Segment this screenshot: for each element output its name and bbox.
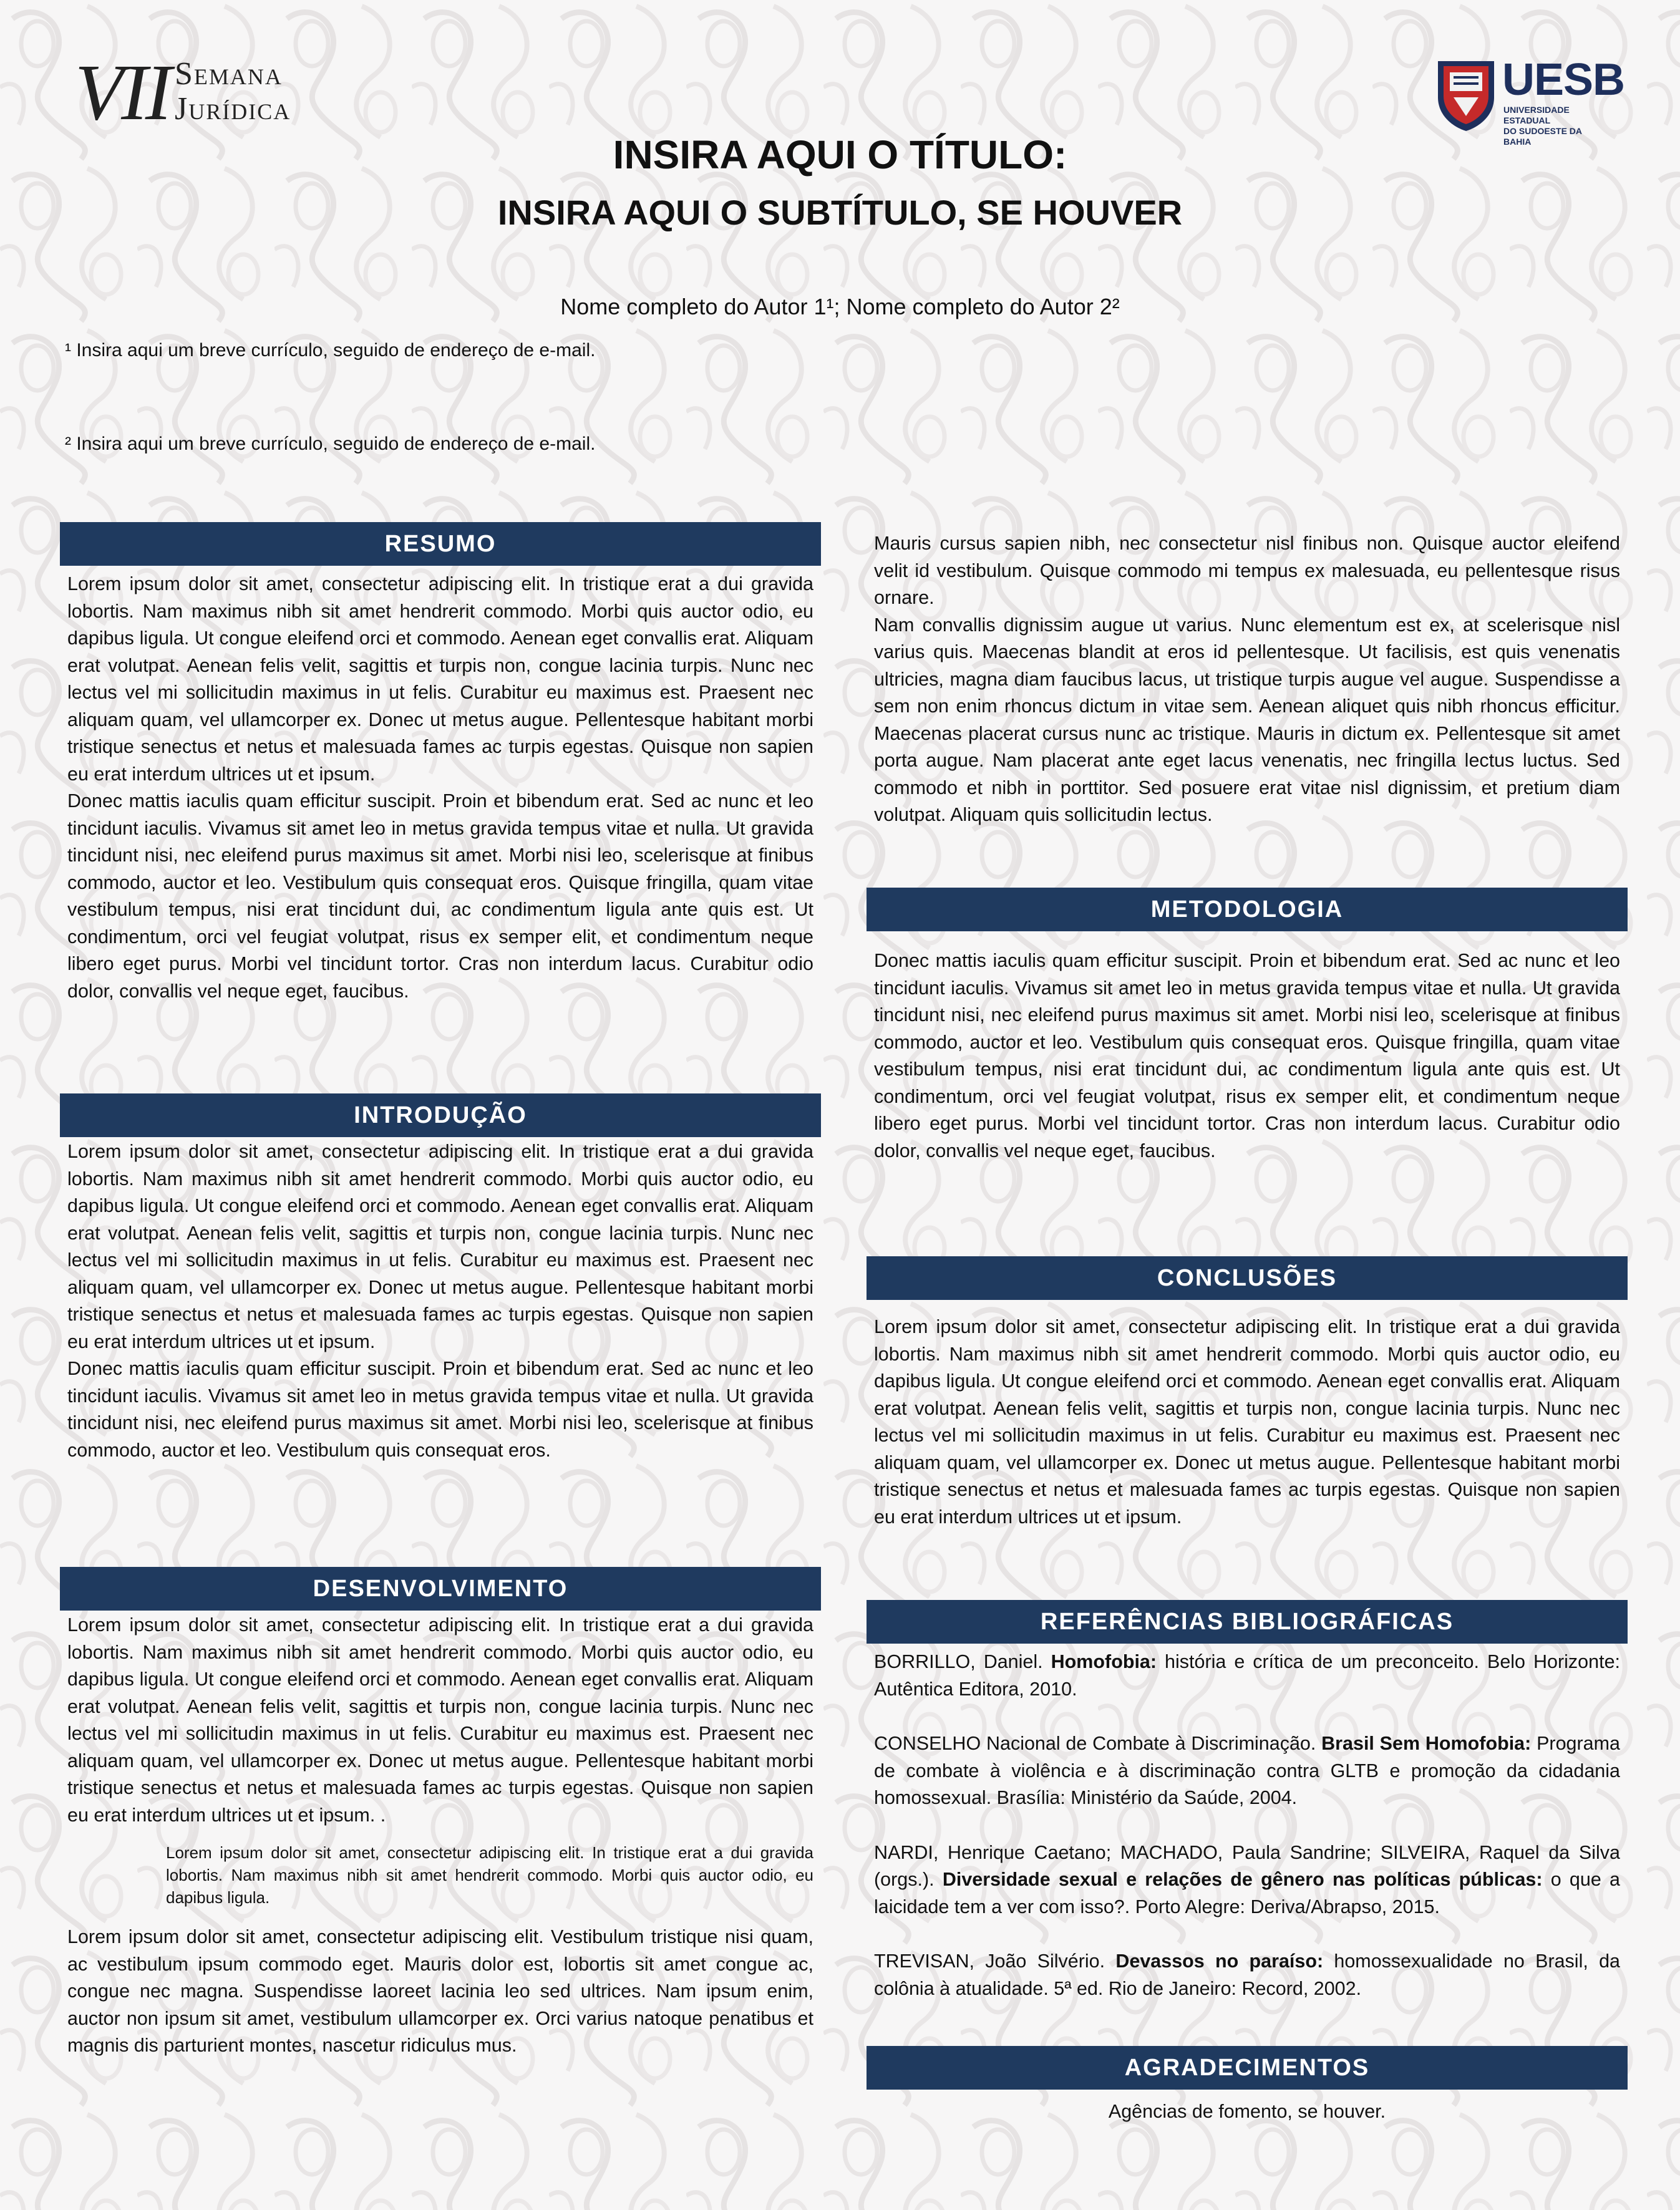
reference-title: Diversidade sexual e relações de gênero nas políticas públicas: (942, 1869, 1543, 1890)
reference-title: Homofobia: (1051, 1651, 1157, 1672)
section-referencias (867, 1600, 1628, 2002)
paragraph: Lorem ipsum dolor sit amet, consectetur adipiscing elit. In tristique erat a dui gravida lobortis. Nam maximus nibh sit amet hendrerit commodo. Morbi quis auctor odio, eu dapibus ligula. Ut congue eleifend orci et commodo. Aenean eget convallis erat. Aliquam erat volutpat. Aenean felis velit, sagittis et turpis non, congue lacinia turpis. Nunc nec lectus vel mi sollicitudin maximus in ut felis. Curabitur eu maximus est. Praesent nec aliquam quam, vel ullamcorper ex. Donec ut metus augue. Pellentesque habitant morbi tristique senectus et netus et malesuada fames ac turpis egestas. Quisque non sapien eu erat interdum ultrices ut et ipsum. (67, 573, 813, 785)
event-logo (75, 49, 324, 136)
paragraph: Lorem ipsum dolor sit amet, consectetur adipiscing elit. Vestibulum tristique nisi quam, ac vestibulum ipsum commodo eget. Mauris dolor est, lobortis sit amet congue ac, congue nec magna. Suspendisse laoreet lacinia leo sed ultrices. Nam ipsum enim, auctor non ipsum sit amet, vestibulum ullamcorper ex. Orci varius natoque penatibus et magnis dis parturient montes, nascetur ridiculus mus. (67, 1926, 813, 2056)
reference-author: BORRILLO, Daniel. (874, 1651, 1051, 1672)
reference-item (867, 1730, 1628, 1812)
section-body (867, 1314, 1628, 1531)
section-body (60, 571, 821, 1005)
paragraph: Nam convallis dignissim augue ut varius. Nunc elementum est ex, at scelerisque nisl varius quis. Maecenas blandit at eros id pellentesque. Ut facilisis, est quis venenatis ultricies, magna diam faucibus lacus, ut tristique turpis augue vel augue. Suspendisse a sem non enim rhoncus dictum in vitae sem. Aenean aliquet quis nibh rhoncus efficitur. Maecenas placerat cursus nunc ac tristique. Mauris in dictum ex. Pellentesque sit amet porta augue. Nam placerat ante eget lacus venenatis, nec fringilla lectus luctus. Sed commodo et nibh in porttitor. Sed posuere erat vitae nisl dignissim, et pretium diam volutpat. Aliquam quis sollicitudin lectus. (874, 614, 1620, 825)
university-subtitle-line1: UNIVERSIDADE ESTADUAL (1503, 105, 1570, 125)
affiliation-1: ¹ Insira aqui um breve currículo, seguido de endereço de e-mail. (65, 340, 596, 361)
reference-title: Devassos no paraíso: (1115, 1951, 1324, 1972)
university-shield-icon (1435, 59, 1497, 132)
section-agradecimentos (867, 2046, 1628, 2126)
acknowledgements-text: Agências de fomento, se houver. (1108, 2101, 1386, 2122)
paragraph: Donec mattis iaculis quam efficitur suscipit. Proin et bibendum erat. Sed ac nunc et leo tincidunt iaculis. Vivamus sit amet leo in metus gravida tempus vitae et nulla. Ut gravida tincidunt nisi, nec eleifend purus maximus sit amet. Morbi nisi leo, scelerisque at finibus commodo, auctor et leo. Vestibulum quis consequat eros. Quisque fringilla, quam vitae vestibulum tempus, nisi erat tincidunt dui, ac condimentum ligula ante quis est. Ut condimentum, orci vel feugiat volutpat, risus ex semper elit, et condimentum neque libero eget purus. Morbi vel tincidunt tortor. Cras non interdum lacus. Curabitur odio dolor, convallis vel neque eget, faucibus. (874, 950, 1620, 1161)
paragraph: Mauris cursus sapien nibh, nec consectetur nisl finibus non. Quisque auctor eleifend velit id vestibulum. Quisque commodo mi tempus ex malesuada, eu pellentesque risus ornare. (874, 533, 1620, 608)
paragraph: Lorem ipsum dolor sit amet, consectetur adipiscing elit. In tristique erat a dui gravida lobortis. Nam maximus nibh sit amet hendrerit commodo. Morbi quis auctor odio, eu dapibus ligula. Ut congue eleifend orci et commodo. Aenean eget convallis erat. Aliquam erat volutpat. Aenean felis velit, sagittis et turpis non, congue lacinia turpis. Nunc nec lectus vel mi sollicitudin maximus in ut felis. Curabitur eu maximus est. Praesent nec aliquam quam, vel ullamcorper ex. Donec ut metus augue. Pellentesque habitant morbi tristique senectus et netus et malesuada fames ac turpis egestas. Quisque non sapien eu erat interdum ultrices ut et ipsum. (874, 1316, 1620, 1528)
event-logo-numeral: VII (75, 48, 170, 137)
paragraph: Donec mattis iaculis quam efficitur suscipit. Proin et bibendum erat. Sed ac nunc et leo tincidunt iaculis. Vivamus sit amet leo in metus gravida tempus vitae et nulla. Ut gravida tincidunt nisi, nec eleifend purus maximus sit amet. Morbi nisi leo, scelerisque at finibus commodo, auctor et leo. Vestibulum quis consequat eros. Quisque fringilla, quam vitae vestibulum tempus, nisi erat tincidunt dui, ac condimentum ligula ante quis est. Ut condimentum, orci vel feugiat volutpat, risus ex semper elit, et condimentum neque libero eget purus. Morbi vel tincidunt tortor. Cras non interdum lacus. Curabitur odio dolor, convallis vel neque eget, faucibus. (67, 790, 813, 1002)
event-logo-word2: Jurídica (175, 91, 291, 127)
section-body (60, 1612, 821, 1829)
reference-item (867, 1649, 1628, 1703)
poster-title: INSIRA AQUI O TÍTULO: (613, 132, 1067, 177)
section-metodologia (867, 888, 1628, 1165)
section-heading: CONCLUSÕES (867, 1256, 1628, 1300)
affiliation-2: ² Insira aqui um breve currículo, seguido de endereço de e-mail. (65, 434, 596, 454)
section-heading: INTRODUÇÃO (60, 1093, 821, 1137)
event-logo-word1: Semana (175, 56, 283, 92)
poster-subtitle: INSIRA AQUI O SUBTÍTULO, SE HOUVER (497, 193, 1183, 232)
section-body (867, 947, 1628, 1165)
university-subtitle-line2: DO SUDOESTE DA BAHIA (1503, 126, 1582, 147)
reference-details: Programa de combate à violência e à discriminação contra GLTB e promoção da cidadania homossexual. Brasília: Ministério da Saúde, 2004. (874, 1733, 1621, 1808)
section-body-continued (60, 1924, 821, 2060)
section-heading: RESUMO (60, 522, 821, 566)
reference-list (867, 1649, 1628, 2002)
reference-author: NARDI, Henrique Caetano; MACHADO, Paula Sandrine; SILVEIRA, Raquel da Silva (orgs.). (874, 1841, 1620, 1890)
paragraph: Lorem ipsum dolor sit amet, consectetur adipiscing elit. In tristique erat a dui gravida lobortis. Nam maximus nibh sit amet hendrerit commodo. Morbi quis auctor odio, eu dapibus ligula. Ut congue eleifend orci et commodo. Aenean eget convallis erat. Aliquam erat volutpat. Aenean felis velit, sagittis et turpis non, congue lacinia turpis. Nunc nec lectus vel mi sollicitudin maximus in ut felis. Curabitur eu maximus est. Praesent nec aliquam quam, vel ullamcorper ex. Donec ut metus augue. Pellentesque habitant morbi tristique senectus et netus et malesuada fames ac turpis egestas. Quisque non sapien eu erat interdum ultrices ut et ipsum. (67, 1141, 813, 1352)
university-name: UESB (1502, 55, 1625, 105)
university-logo (1429, 55, 1625, 147)
section-resumo (60, 522, 821, 1005)
reference-details: o que a laicidade tem a ver com isso?. Porto Alegre: Deriva/Abrapso, 2015. (874, 1869, 1620, 1917)
section-desenvolvimento (60, 1567, 821, 2060)
paragraph: Donec mattis iaculis quam efficitur suscipit. Proin et bibendum erat. Sed ac nunc et leo tincidunt iaculis. Vivamus sit amet leo in metus gravida tempus vitae et nulla. Ut gravida tincidunt nisi, nec eleifend purus maximus sit amet. Morbi nisi leo, scelerisque at finibus commodo, auctor et leo. Vestibulum quis consequat eros. (67, 1358, 813, 1461)
reference-author: CONSELHO Nacional de Combate à Discriminação. (874, 1733, 1322, 1754)
section-body (867, 530, 1628, 829)
reference-item (867, 1839, 1628, 1921)
paragraph: Lorem ipsum dolor sit amet, consectetur adipiscing elit. In tristique erat a dui gravida lobortis. Nam maximus nibh sit amet hendrerit commodo. Morbi quis auctor odio, eu dapibus ligula. Ut congue eleifend orci et commodo. Aenean eget convallis erat. Aliquam erat volutpat. Aenean felis velit, sagittis et turpis non, congue lacinia turpis. Nunc nec lectus vel mi sollicitudin maximus in ut felis. Curabitur eu maximus est. Praesent nec aliquam quam, vel ullamcorper ex. Donec ut metus augue. Pellentesque habitant morbi tristique senectus et netus et malesuada fames ac turpis egestas. Quisque non sapien eu erat interdum ultrices ut et ipsum. . (67, 1614, 813, 1826)
reference-details: homossexualidade no Brasil, da colônia à atualidade. 5ª ed. Rio de Janeiro: Record, 2002. (874, 1951, 1620, 1999)
section-continuation (867, 530, 1628, 829)
reference-title: Brasil Sem Homofobia: (1321, 1733, 1532, 1754)
section-heading: METODOLOGIA (867, 888, 1628, 931)
reference-details: história e crítica de um preconceito. Belo Horizonte: Autêntica Editora, 2010. (874, 1651, 1621, 1700)
section-introducao (60, 1093, 821, 1464)
section-heading: AGRADECIMENTOS (867, 2046, 1628, 2090)
section-body (60, 1138, 821, 1464)
reference-item (867, 1948, 1628, 2002)
section-conclusoes (867, 1256, 1628, 1531)
section-heading: REFERÊNCIAS BIBLIOGRÁFICAS (867, 1600, 1628, 1644)
reference-author: TREVISAN, João Silvério. (874, 1951, 1116, 1972)
long-quote: Lorem ipsum dolor sit amet, consectetur adipiscing elit. In tristique erat a dui gravida lobortis. Nam maximus nibh sit amet hendrerit commodo. Morbi quis auctor odio, eu dapibus ligula. (166, 1843, 813, 1907)
section-heading: DESENVOLVIMENTO (60, 1567, 821, 1611)
authors-line: Nome completo do Autor 1¹; Nome completo do Autor 2² (560, 294, 1120, 319)
